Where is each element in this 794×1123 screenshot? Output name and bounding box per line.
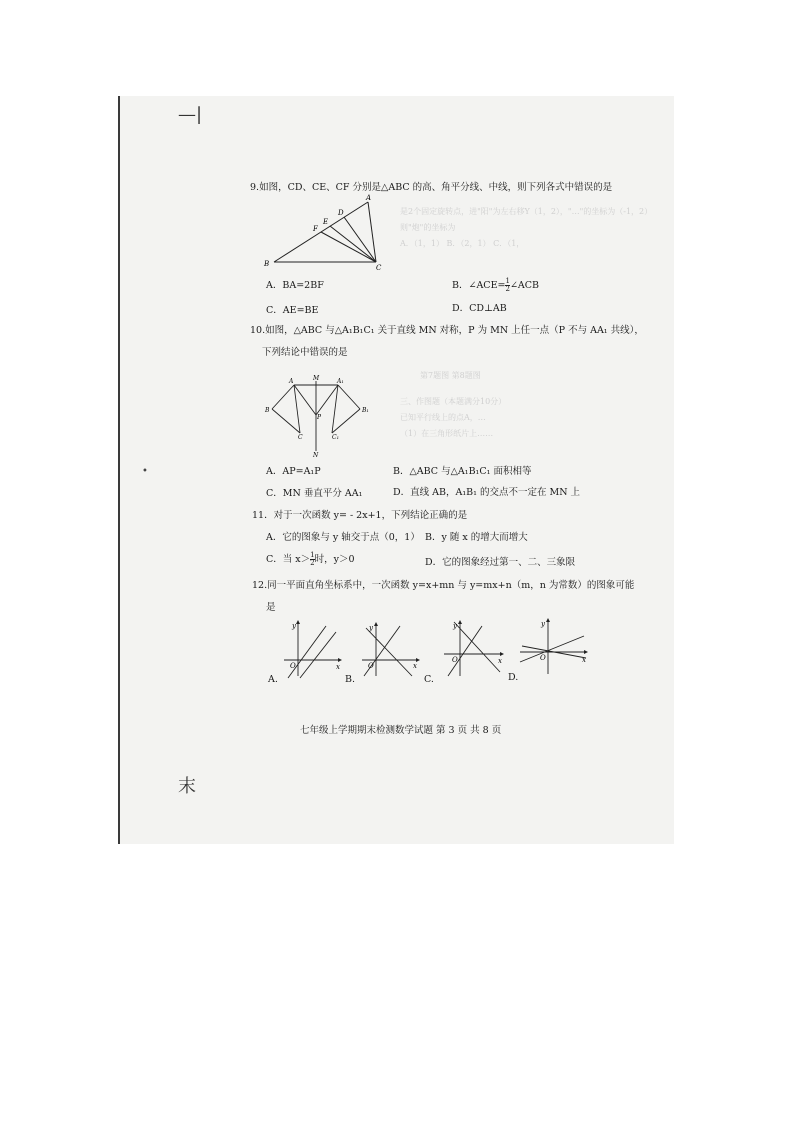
q10-label-m: M [313,375,320,382]
q9-option-a: A．BA=2BF [266,280,324,291]
page-footer: 七年级上学期期末检测数学试题 第 3 页 共 8 页 [300,725,502,736]
scan-edge [118,96,120,844]
q10-option-b: B．△ABC 与△A₁B₁C₁ 面积相等 [393,466,532,477]
q12-stem-continued: 是 [266,602,276,613]
q9-label-c: C [376,264,382,272]
q12-option-d: D. [508,672,519,683]
q10-label-b: B [265,407,270,414]
axis-origin: O [540,654,546,662]
axis-origin: O [368,662,374,670]
bleed-through-text: A．（1，1） B．（2，1） C．（1， [400,239,525,248]
axis-label-y: y [541,620,545,628]
q10-option-c: C．MN 垂直平分 AA₁ [266,488,363,499]
q9-option-d: D．CD⊥AB [452,303,507,314]
axis-origin: O [290,662,296,670]
q11-option-d: D．它的图象经过第一、二、三象限 [425,557,576,568]
axis-origin: O [452,656,458,664]
q11-option-c-suffix: 时，y＞0 [314,554,355,565]
bleed-through-text: 三、作图题（本题满分10分） [400,397,507,406]
axis-label-x: x [413,662,417,670]
axis-label-y: y [292,622,296,630]
bleed-through-text: 是2个固定旋转点，进"阳"为左右移Y（1，2），"…"的坐标为（-1，2） [400,207,653,216]
q12-option-a: A. [268,674,278,685]
q9-label-d: D [338,209,344,217]
fraction-numerator: 1 [310,551,315,559]
q9-stem: 9.如图，CD、CE、CF 分别是△ABC 的高、角平分线、中线，则下列各式中错误的是 [250,182,613,193]
q11-stem: 11．对于一次函数 y= - 2x+1，下列结论正确的是 [252,510,468,521]
q9-option-b-prefix: B．∠ACE= [452,280,506,291]
q10-label-a1: A₁ [337,378,344,385]
axis-label-y: y [369,624,373,632]
crop-mark-top: —| [178,104,203,125]
scan-speck: • [142,466,148,477]
fraction-numerator: 1 [505,277,510,285]
q12-stem: 12.同一平面直角坐标系中，一次函数 y=x+mn 与 y=mx+n（m，n 为常数）的图象可能 [252,580,635,591]
q9-triangle-figure [258,194,398,274]
q11-option-c [266,552,355,567]
q10-stem-continued: 下列结论中错误的是 [262,347,348,358]
q10-label-p: P [317,414,322,421]
q12-option-b: B. [345,674,356,685]
q9-option-b-suffix: ∠ACB [509,280,540,291]
q12-graph-b [360,620,422,680]
q10-label-c: C [298,434,303,441]
q11-option-a: A．它的图象与 y 轴交于点（0，1） [266,532,420,543]
axis-label-x: x [582,656,586,664]
q9-label-f: F [313,225,318,233]
bleed-through-text: 已知平行线上的点A，… [400,413,486,422]
fraction-denominator: 2 [505,285,510,293]
q9-option-b [452,278,539,293]
axis-label-y: y [453,622,457,630]
q10-label-c1: C₁ [332,434,339,441]
q12-graph-c [442,618,506,680]
q12-option-c: C. [424,674,434,685]
q12-graph-a [282,618,344,680]
q10-label-b1: B₁ [362,407,369,414]
q12-graph-d [518,616,590,678]
q10-symmetry-figure [262,375,382,457]
crop-mark-bottom: 末 [178,776,196,797]
q9-label-e: E [323,218,329,226]
fraction-denominator: 2 [310,559,315,567]
q9-label-a: A [366,194,372,202]
q11-option-b: B．y 随 x 的增大而增大 [425,532,528,543]
q10-option-d: D．直线 AB，A₁B₁ 的交点不一定在 MN 上 [393,487,581,498]
q9-label-b: B [264,260,270,268]
q11-option-c-prefix: C．当 x＞ [266,554,311,565]
bleed-through-text: 第7题图 第8题图 [420,371,481,380]
axis-label-x: x [498,657,502,665]
q10-label-n: N [313,452,319,459]
q10-label-a: A [289,378,294,385]
axis-label-x: x [336,663,340,671]
q9-option-c: C．AE=BE [266,305,319,316]
q10-stem: 10.如图，△ABC 与△A₁B₁C₁ 关于直线 MN 对称，P 为 MN 上任一点（P 不与 AA₁ 共线）， [250,325,644,336]
bleed-through-text: （1）在三角形纸片上…… [400,429,494,438]
q10-option-a: A．AP=A₁P [266,466,321,477]
bleed-through-text: 则"炮"的坐标为 [400,223,456,232]
